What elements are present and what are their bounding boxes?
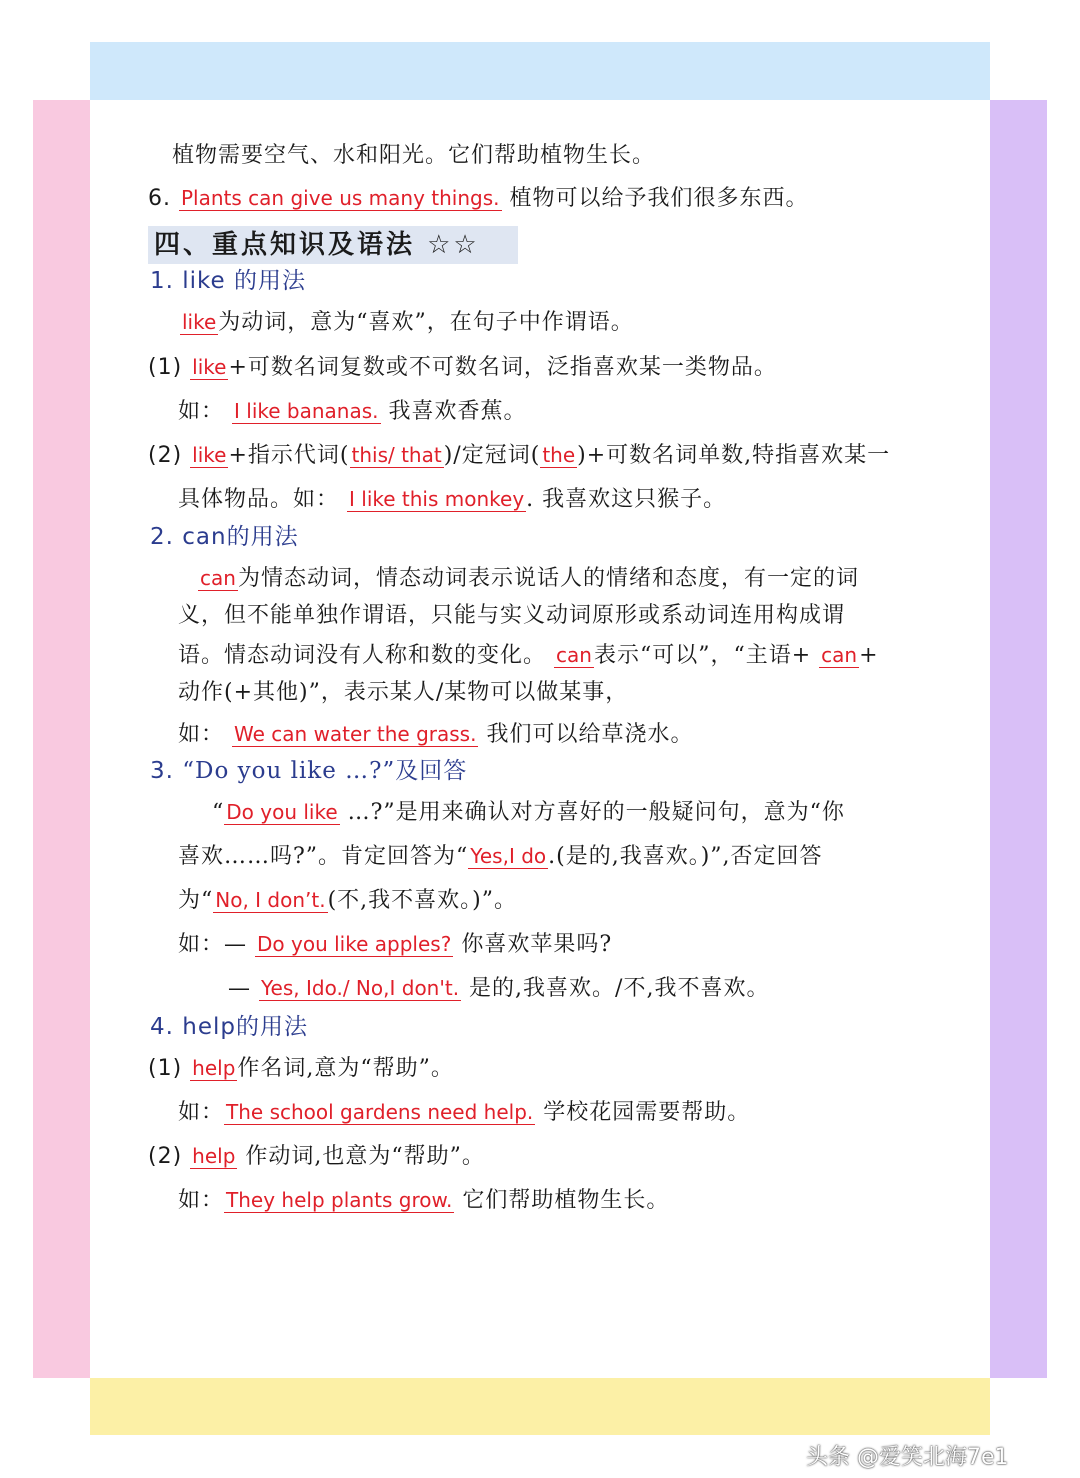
- like-example-1: [178, 396, 527, 427]
- help-p1-word: help: [192, 1056, 236, 1080]
- dyl-example-2: [228, 973, 769, 1004]
- like-point-2: [148, 440, 890, 471]
- item-6-english: Plants can give us many things.: [181, 186, 500, 210]
- heading-dyl-number: 3.: [150, 758, 174, 784]
- like-p2-number: (2): [148, 443, 183, 468]
- heading-help-rest: 的用法: [235, 1014, 308, 1040]
- help-point-1: [148, 1053, 454, 1084]
- dyl-l1-a: “: [212, 800, 225, 825]
- help-p1-number: (1): [148, 1056, 183, 1081]
- dyl-l1-b: …?”是用来确认对方喜好的一般疑问句，意为“你: [339, 800, 845, 825]
- heading-can-rest: 的用法: [226, 524, 299, 550]
- dyl-l2-b: .(是的,我喜欢。)”,否定回答: [548, 844, 823, 869]
- can-example: [178, 719, 693, 750]
- item-6: [148, 183, 809, 214]
- like-point-2-line-2: [178, 484, 726, 515]
- help-ex2-prefix: 如：: [178, 1188, 225, 1213]
- dyl-l2-english: Yes,I do: [470, 844, 547, 868]
- like-p2-line2-b: . 我喜欢这只猴子。: [526, 487, 727, 512]
- like-def-text: 为动词，意为“喜欢”，在句子中作谓语。: [218, 310, 634, 335]
- can-l1-text: 为情态动词，情态动词表示说话人的情绪和态度，有一定的词: [237, 566, 859, 591]
- help-p2-number: (2): [148, 1144, 183, 1169]
- top-color-band: [90, 42, 990, 100]
- can-line-3: [178, 640, 879, 671]
- like-p2-word: like: [192, 443, 227, 467]
- heading-can: [150, 522, 299, 552]
- dyl-line-1: [212, 797, 845, 828]
- bottom-color-band: [90, 1378, 990, 1435]
- can-l3-c: +: [859, 643, 879, 668]
- help-example-2: [178, 1185, 669, 1216]
- left-color-band: [33, 100, 90, 1378]
- can-l3-b: 表示“可以”，“主语+: [593, 643, 812, 668]
- can-ex-chinese: 我们可以给草浇水。: [486, 722, 694, 747]
- can-ex-prefix: 如：: [178, 722, 225, 747]
- dyl-l2-a: 喜欢……吗?”。肯定回答为“: [178, 844, 469, 869]
- like-ex1-chinese: 我喜欢香蕉。: [388, 399, 527, 424]
- like-p2-example: I like this monkey: [349, 487, 525, 511]
- heading-do-you-like: [150, 756, 467, 786]
- can-line-4: 动作(+其他)”，表示某人/某物可以做某事，: [178, 680, 629, 705]
- like-p1-text: +可数名词复数或不可数名词，泛指喜欢某一类物品。: [228, 355, 777, 380]
- like-p2-a: +指示代词(: [228, 443, 350, 468]
- section-title: 四、重点知识及语法: [154, 230, 416, 260]
- like-p2-b: )/定冠词(: [443, 443, 541, 468]
- can-l3-word-1: can: [556, 643, 592, 667]
- dyl-l3-a: 为“: [178, 888, 214, 913]
- dyl-ex1-chinese: 你喜欢苹果吗?: [461, 932, 613, 957]
- dyl-ex1-english: Do you like apples?: [257, 932, 452, 956]
- can-line-2: 义，但不能单独作谓语，只能与实义动词原形或系动词连用构成谓: [178, 603, 846, 628]
- help-ex2-english: They help plants grow.: [226, 1188, 453, 1212]
- like-point-1: [148, 352, 777, 383]
- like-p2-line2-a: 具体物品。如：: [178, 487, 340, 512]
- help-example-1: [178, 1097, 750, 1128]
- right-color-band: [990, 100, 1047, 1378]
- section-stars: ☆☆: [427, 230, 480, 260]
- dyl-line-3: [178, 885, 517, 916]
- can-l3-word-2: can: [821, 643, 858, 667]
- dyl-line-2: [178, 841, 823, 872]
- heading-help-word: help: [182, 1014, 236, 1040]
- section-heading: [154, 229, 480, 261]
- help-p2-word: help: [192, 1144, 236, 1168]
- item-6-number: 6.: [148, 186, 171, 211]
- can-l3-a: 语。情态动词没有人称和数的变化。: [178, 643, 547, 668]
- help-p1-text: 作名词,意为“帮助”。: [237, 1056, 454, 1081]
- like-p1-word: like: [192, 355, 227, 379]
- dyl-ex2-chinese: 是的,我喜欢。/不,我不喜欢。: [469, 976, 770, 1001]
- heading-like: [150, 266, 306, 296]
- heading-can-word: can: [182, 524, 227, 550]
- like-def-word: like: [182, 310, 217, 334]
- dyl-ex2-english: Yes, Ido./ No,I don't.: [261, 976, 460, 1000]
- like-p2-the: the: [542, 443, 576, 467]
- heading-like-word: like: [182, 268, 226, 294]
- heading-like-rest: 的用法: [234, 268, 307, 294]
- watermark: 头条 @爱笑北海7e1: [806, 1445, 1009, 1470]
- can-line-1: [198, 563, 859, 594]
- heading-help: [150, 1012, 308, 1042]
- heading-help-number: 4.: [150, 1014, 174, 1040]
- can-l1-word: can: [200, 566, 236, 590]
- like-p2-c: )+可数名词单数,特指喜欢某一: [577, 443, 891, 468]
- dyl-l1-english: Do you like: [226, 800, 338, 824]
- help-point-2: [148, 1141, 485, 1172]
- dyl-example-1: [178, 929, 612, 960]
- like-definition: [180, 307, 634, 338]
- top-line: 植物需要空气、水和阳光。它们帮助植物生长。: [172, 143, 656, 168]
- dyl-ex1-prefix: 如：—: [178, 932, 248, 957]
- can-ex-english: We can water the grass.: [234, 722, 477, 746]
- dyl-l3-english: No, I don’t.: [215, 888, 326, 912]
- dyl-ex2-prefix: —: [228, 976, 251, 1001]
- help-p2-text: 作动词,也意为“帮助”。: [245, 1144, 485, 1169]
- like-ex1-english: I like bananas.: [234, 399, 379, 423]
- help-ex2-chinese: 它们帮助植物生长。: [462, 1188, 670, 1213]
- like-p2-this: this/ that: [351, 443, 442, 467]
- heading-can-number: 2.: [150, 524, 174, 550]
- like-ex1-prefix: 如：: [178, 399, 225, 424]
- item-6-chinese: 植物可以给予我们很多东西。: [509, 186, 809, 211]
- heading-dyl-text: “Do you like …?”及回答: [182, 758, 468, 784]
- help-ex1-prefix: 如：: [178, 1100, 225, 1125]
- heading-like-number: 1.: [150, 268, 174, 294]
- like-p1-number: (1): [148, 355, 183, 380]
- help-ex1-english: The school gardens need help.: [226, 1100, 534, 1124]
- dyl-l3-b: (不,我不喜欢。)”。: [327, 888, 518, 913]
- help-ex1-chinese: 学校花园需要帮助。: [543, 1100, 751, 1125]
